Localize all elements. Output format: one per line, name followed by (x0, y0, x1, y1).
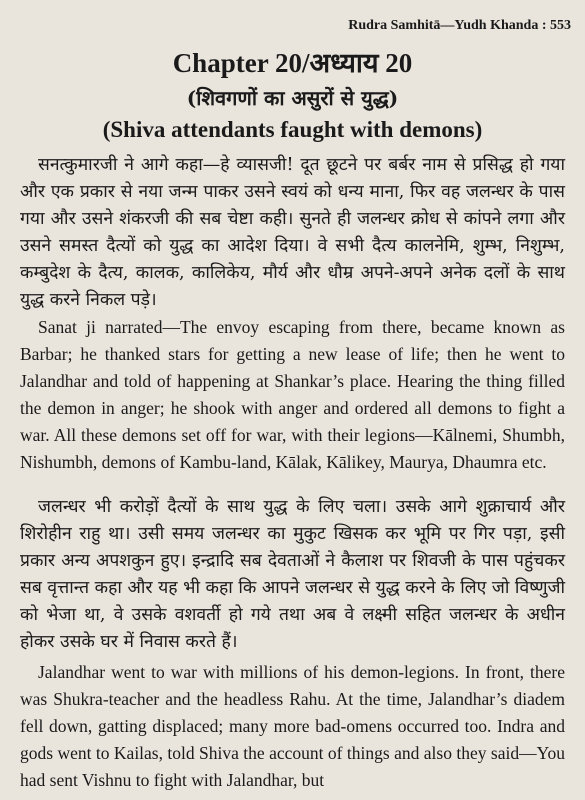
paragraph-english-2: Jalandhar went to war with millions of his demon-legions. In front, there was Shukra-teacher and the headless Rahu. At the time, Jalandhar’s diadem fell down, gatting displaced; many more bad-omens occurred too. Indra and gods went to Kailas, told Shiva the account of things and also they said—You had sent Vishnu to fight with Jalandhar, but (20, 662, 565, 790)
paragraph-hindi-2: जलन्धर भी करोड़ों दैत्यों के साथ युद्ध के लिए चला। उसके आगे शुक्राचार्य और शिरोहीन राहु था। उसी समय जलन्धर का मुकुट खिसक कर भूमि पर गिर पड़ा, इसी प्रकार अन्य अपशकुन हुए। इन्द्रादि सब देवताओं ने कैलाश पर शिवजी के पास पहुंचकर सब वृत्तान्त कहा और यह भी कहा कि आपने जलन्धर से युद्ध करने के लिए जो विष्णुजी को भेजा था, वे उसके वशवर्ती हो गये तथा अब वे लक्ष्मी सहित जलन्धर के अधीन होकर उसके घर में निवास करते हैं। (20, 497, 565, 652)
english-subtitle: (Shiva attendants faught with demons) (102, 117, 483, 142)
chapter-heading (0, 46, 585, 146)
hindi-subtitle: (शिवगणों का असुरों से युद्ध) (186, 86, 399, 110)
paragraph-hindi-1: सनत्कुमारजी ने आगे कहा—हे व्यासजी! दूत छूटने पर बर्बर नाम से प्रसिद्ध हो गया और एक प्रकार से नया जन्म पाकर उसने स्वयं को धन्य माना, फिर वह जलन्धर के पास गया और उसने शंकरजी की सब चेष्टा कही। सुनते ही जलन्धर क्रोध से कांपने लगा और उसने समस्त दैत्यों को युद्ध का आदेश दिया। वे सभी दैत्य कालनेमि, शुम्भ, निशुम्भ, कम्बुदेश के दैत्य, कालक, कालिकेय, मौर्य और धौम्र अपने-अपने अनेक दलों के साथ युद्ध करने निकल पड़े। (20, 155, 565, 310)
running-head: Rudra Samhitā—Yudh Khanda : 553 (348, 18, 571, 33)
paragraph-english-1: Sanat ji narrated—The envoy escaping from there, became known as Barbar; he thanked stars for getting a new lease of life; then he went to Jalandhar and told of happening at Shankar’s place. Hearing the thing filled the demon in anger; he shook with anger and ordered all demons to fight a war. All these demons set off for war, with their legions—Kālnemi, Shumbh, Nishumbh, demons of Kambu-land, Kālak, Kālikey, Maurya, Dhaumra etc. (20, 317, 565, 472)
chapter-title: Chapter 20/अध्याय 20 (172, 48, 413, 78)
